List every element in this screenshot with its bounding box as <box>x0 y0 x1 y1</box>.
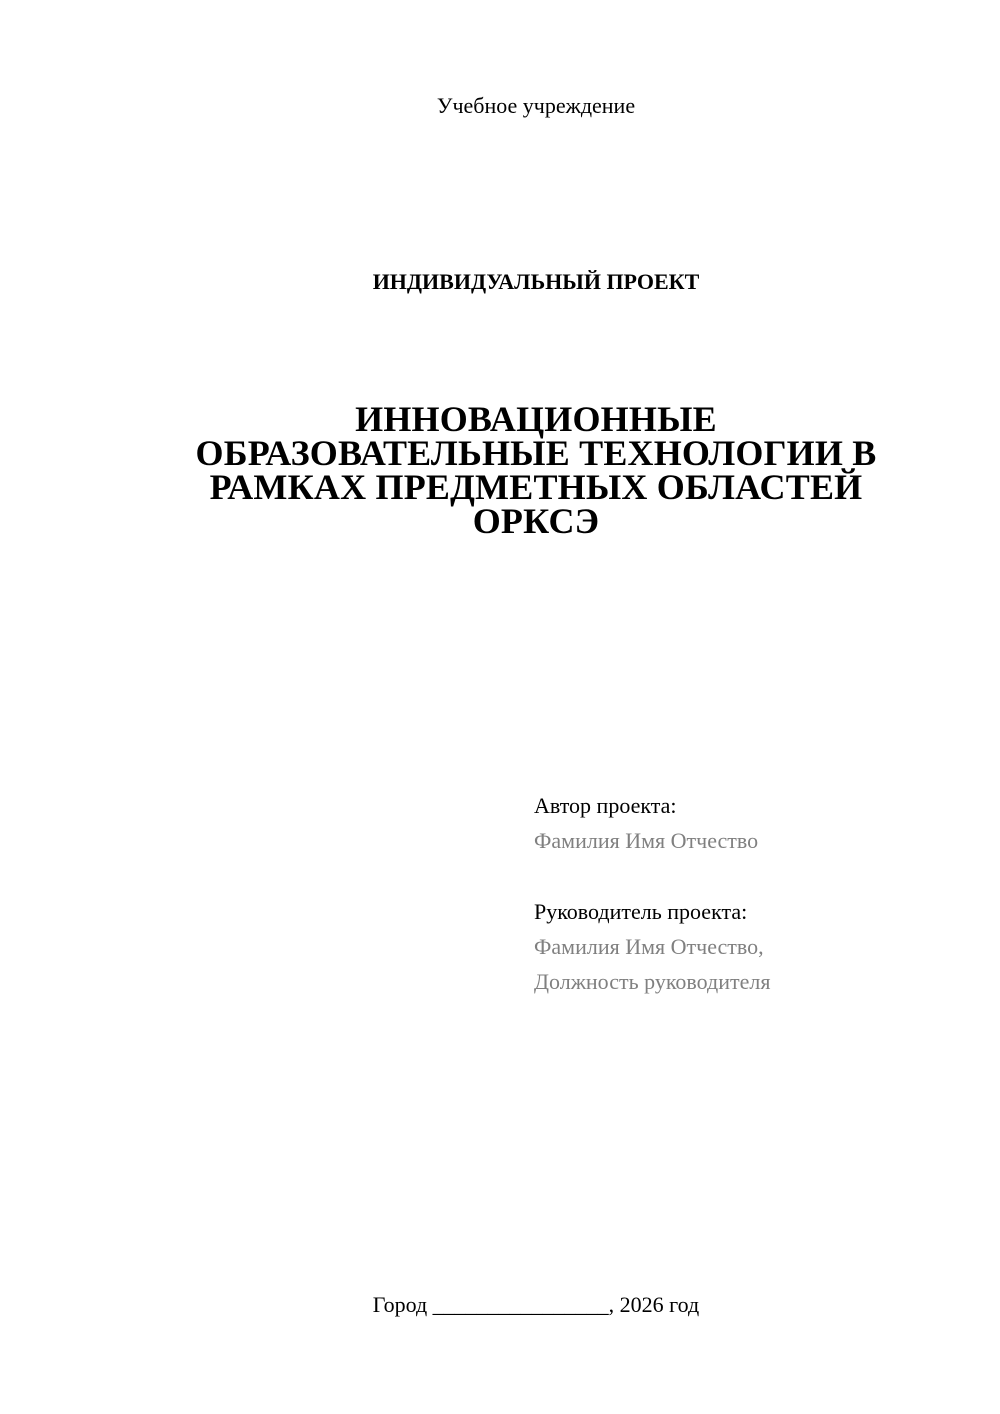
project-title-line: РАМКАХ ПРЕДМЕТНЫХ ОБЛАСТЕЙ <box>209 467 863 507</box>
city-year-line: Город ________________, 2026 год <box>372 1292 700 1317</box>
project-title-line: ОРКСЭ <box>472 501 600 541</box>
supervisor-name: Фамилия Имя Отчество, <box>534 934 764 959</box>
supervisor-block <box>534 894 770 999</box>
supervisor-label: Руководитель проекта: <box>534 899 748 924</box>
institution-name: Учебное учреждение <box>436 93 636 118</box>
project-title-line: ИННОВАЦИОННЫЕ <box>355 399 717 439</box>
project-title <box>150 399 922 541</box>
project-title-line: ОБРАЗОВАТЕЛЬНЫЕ ТЕХНОЛОГИИ В <box>195 433 877 473</box>
document-type: ИНДИВИДУАЛЬНЫЙ ПРОЕКТ <box>372 269 700 294</box>
supervisor-position: Должность руководителя <box>534 969 771 994</box>
author-label: Автор проекта: <box>534 793 677 818</box>
author-block <box>534 788 758 858</box>
author-name: Фамилия Имя Отчество <box>534 828 759 853</box>
